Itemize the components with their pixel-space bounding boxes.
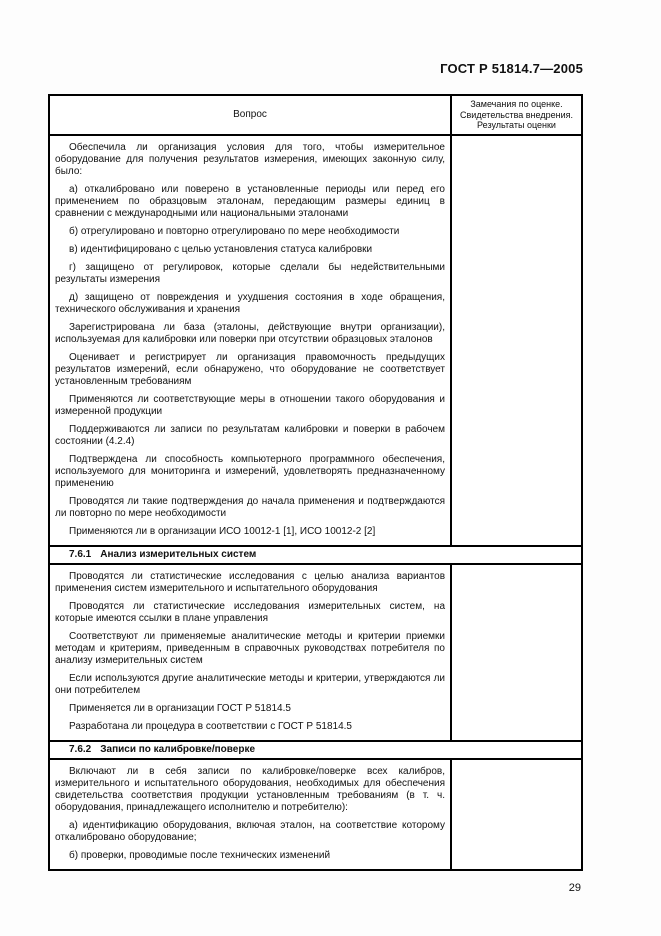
page-number: 29 [568,881,581,894]
question-paragraph: а) идентификацию оборудования, включая эталон, на соответствие которому откалибровано оборудование; [55,819,445,843]
question-paragraph: в) идентифицировано с целью установления статуса калибровки [69,243,373,255]
section-header-7-6-1 [50,545,581,565]
question-cell [50,565,450,740]
question-paragraph: Соответствуют ли применяемые аналитические методы и критерии приемки методам и критериям, приведенным в справочных руководствах потребителя по анализу измерительных систем [55,630,445,666]
question-paragraph: Разработана ли процедура в соответствии с ГОСТ Р 51814.5 [69,720,352,732]
question-cell [50,136,450,545]
question-paragraph: Применяются ли соответствующие меры в отношении такого оборудования и измеренной продукции [55,393,445,417]
page-content [48,0,583,894]
section-title: Записи по калибровке/поверке [100,743,256,755]
question-paragraph: б) отрегулировано и повторно отрегулировано по мере необходимости [69,225,400,237]
question-paragraph: г) защищено от регулировок, которые сделали бы недействительными результаты измерения [55,261,445,285]
question-paragraph: Зарегистрирована ли база (эталоны, действующие внутри организации), используемая для калибровки или поверки при отсутствии образцовых эталонов [55,321,445,345]
remarks-header-line: Свидетельства внедрения. [460,109,573,120]
remarks-column-header [450,96,581,134]
question-paragraph: Проводятся ли статистические исследования измерительных систем, на которые имеются ссылки в плане управления [55,600,445,624]
table-row-measuring-equipment [50,136,581,545]
remarks-cell [450,565,581,740]
question-paragraph: Применяется ли в организации ГОСТ Р 51814.5 [69,702,291,714]
section-header-7-6-2 [50,740,581,760]
remarks-header-line: Результаты оценки [477,120,556,130]
question-paragraph: Применяются ли в организации ИСО 10012-1 [1], ИСО 10012-2 [2] [69,525,376,537]
remarks-cell [450,136,581,545]
table-row-measurement-system-analysis [50,565,581,740]
question-paragraph: Обеспечила ли организация условия для того, чтобы измерительное оборудование для получения результатов измерения, имеющих законную силу, было: [55,141,445,177]
question-paragraph: б) проверки, проводимые после технических изменений [69,849,331,861]
question-paragraph: Если используются другие аналитические методы и критерии, утверждаются ли они потребителем [55,672,445,696]
question-column-header: Вопрос [233,109,267,121]
question-paragraph: Оценивает и регистрирует ли организация правомочность предыдущих результатов измерений, если обнаружено, что оборудование не соответствует установленным требованиям [55,351,445,387]
section-number: 7.6.1 [69,548,92,560]
question-paragraph: д) защищено от повреждения и ухудшения состояния в ходе обращения, технического обслуживания и хранения [55,291,445,315]
checklist-table [48,94,583,871]
section-title: Анализ измерительных систем [100,548,257,560]
question-paragraph: Включают ли в себя записи по калибровке/поверке всех калибров, измерительного и испытательного оборудования, необходимых для обеспечения свидетельства соответствия продукции установленным требованиям (в т. ч. оборудования, принадлежащего исполнителю и потребителю): [55,765,445,813]
question-paragraph: Проводятся ли статистические исследования с целью анализа вариантов применения систем измерительного и испытательного оборудования [55,570,445,594]
doc-code-header: ГОСТ Р 51814.7—2005 [440,61,583,76]
question-paragraph: а) откалибровано или поверено в установленные периоды или перед его применением по образцовым эталонам, передающим размеры единиц в сравнении с международными или национальными эталонами [55,183,445,219]
question-cell [50,760,450,869]
question-paragraph: Подтверждена ли способность компьютерного программного обеспечения, используемого для мониторинга и измерений, удовлетворять предназначенному применению [55,453,445,489]
remarks-header-line: Замечания по оценке. [470,99,563,109]
remarks-cell [450,760,581,869]
table-row-calibration-records [50,760,581,869]
table-header-row [50,96,581,136]
question-paragraph: Поддерживаются ли записи по результатам калибровки и поверки в рабочем состоянии (4.2.4) [55,423,445,447]
section-number: 7.6.2 [69,743,92,755]
question-paragraph: Проводятся ли такие подтверждения до начала применения и подтверждаются ли повторно по мере необходимости [55,495,445,519]
